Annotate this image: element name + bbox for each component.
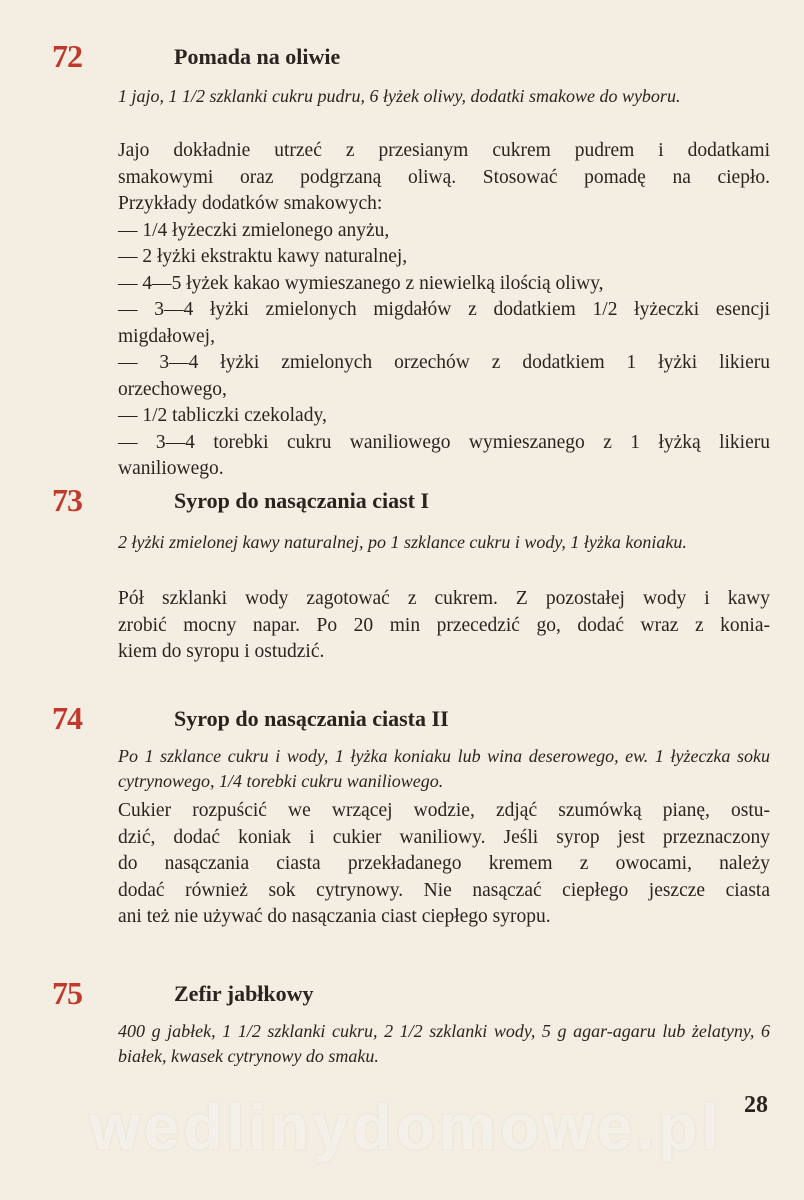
recipe-number: 73 [52, 482, 82, 518]
body-line: — 3—4 łyżki zmielonych migdałów z dodatkiem 1/2 łyżeczki esencji [118, 299, 770, 320]
body-line: — 4—5 łyżek kakao wymieszanego z niewielką ilością oliwy, [118, 272, 604, 294]
body-line: Cukier rozpuścić we wrzącej wodzie, zdjąć szumówką pianę, ostu- [118, 800, 770, 821]
body-line: dzić, dodać koniak i cukier waniliowy. Jeśli syrop jest przeznaczony [118, 826, 770, 848]
body-line: — 2 łyżki ekstraktu kawy naturalnej, [118, 246, 408, 267]
ingredients: 1 jajo, 1 1/2 szklanki cukru pudru, 6 łyżek oliwy, dodatki smakowe do wyboru. [118, 86, 681, 106]
recipe-number: 75 [52, 975, 82, 1011]
body-line: Przykłady dodatków smakowych: [118, 193, 383, 214]
body-line: zrobić mocny napar. Po 20 min przecedzić go, dodać wraz z konia- [118, 614, 770, 636]
recipe-number: 74 [52, 700, 82, 736]
watermark: wedlinydomowe.pl [90, 1091, 723, 1163]
recipe-body [118, 798, 770, 931]
body-line: dodać również sok cytrynowy. Nie nasączać ciepłego jeszcze ciasta [118, 879, 770, 901]
body-line: Pół szklanki wody zagotować z cukrem. Z pozostałej wody i kawy [118, 588, 770, 609]
body-line: smakowymi oraz podgrzaną oliwą. Stosować pomadę na ciepło. [118, 166, 770, 188]
recipe-number: 72 [52, 38, 82, 74]
body-line: — 1/2 tabliczki czekolady, [118, 405, 327, 426]
ingredients: Po 1 szklance cukru i wody, 1 łyżka koniaku lub wina deserowego, ew. 1 łyżeczka soku cytrynowego, 1/4 torebki cukru waniliowego. [118, 746, 770, 791]
recipe-title: Pomada na oliwie [174, 44, 341, 69]
page-number: 28 [744, 1092, 768, 1118]
body-line: ani też nie używać do nasączania ciast ciepłego syropu. [118, 906, 551, 927]
body-line: orzechowego, [118, 378, 227, 400]
ingredients: 400 g jabłek, 1 1/2 szklanki cukru, 2 1/2 szklanki wody, 5 g agar-agaru lub żelatyny, 6 białek, kwasek cytrynowy do smaku. [118, 1021, 770, 1066]
body-line: waniliowego. [118, 458, 224, 479]
recipe-title: Syrop do nasączania ciasta II [174, 706, 449, 731]
body-line: — 3—4 łyżki zmielonych orzechów z dodatkiem 1 łyżki likieru [118, 352, 770, 373]
body-line: kiem do syropu i ostudzić. [118, 641, 325, 662]
body-line: Jajo dokładnie utrzeć z przesianym cukrem pudrem i dodatkami [118, 140, 770, 161]
body-line: migdałowej, [118, 325, 215, 347]
body-line: — 3—4 torebki cukru waniliowego wymieszanego z 1 łyżką likieru [118, 431, 770, 453]
recipe-title: Zefir jabłkowy [174, 981, 314, 1006]
ingredients: 2 łyżki zmielonej kawy naturalnej, po 1 szklance cukru i wody, 1 łyżka koniaku. [118, 532, 687, 552]
body-line: do nasączania ciasta przekładanego kremem z owocami, należy [118, 853, 770, 874]
recipe-body [118, 586, 770, 666]
recipe-title: Syrop do nasączania ciast I [174, 488, 430, 513]
body-line: — 1/4 łyżeczki zmielonego anyżu, [118, 219, 390, 241]
recipe-body [118, 138, 770, 483]
